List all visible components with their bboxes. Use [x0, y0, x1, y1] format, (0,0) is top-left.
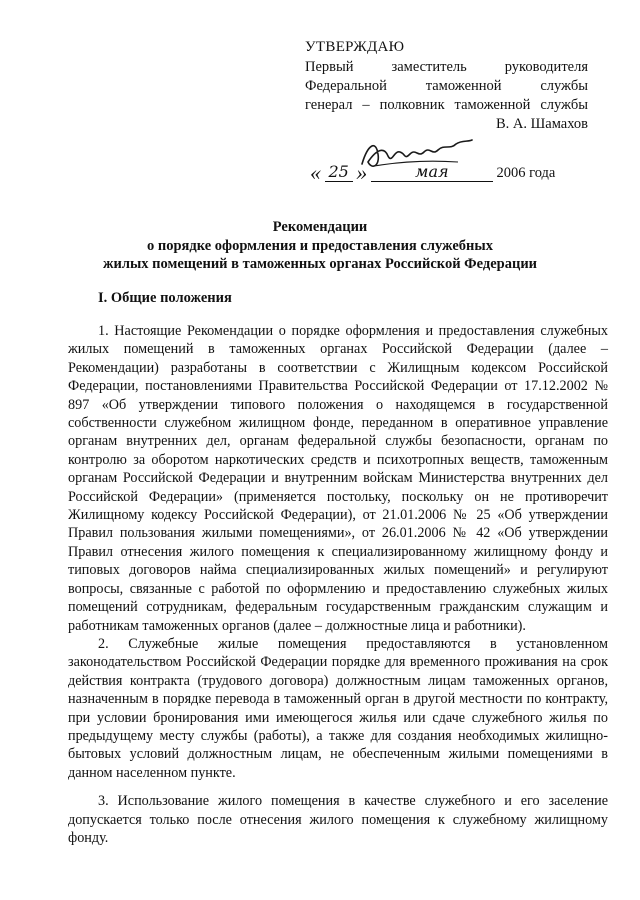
approval-position-line-2: Федеральной таможенной службы [305, 78, 588, 94]
date-day: 25 [325, 162, 353, 182]
title-line-3: жилых помещений в таможенных органах Российской Федерации [102, 256, 538, 272]
date-year: 2006 года [496, 165, 556, 181]
date-close-quote: » [356, 160, 368, 185]
approval-position-line-3: генерал – полковник таможенной службы [305, 97, 588, 113]
approval-position-line-1: Первый заместитель руководителя [305, 59, 588, 75]
title-line-2: о порядке оформления и предоставления служебных [147, 237, 493, 254]
section-title: I. Общие положения [98, 290, 232, 306]
document-title [60, 218, 580, 274]
approval-heading: УТВЕРЖДАЮ [305, 39, 405, 55]
paragraph-3: 3. Использование жилого помещения в качестве служебного и его заселение допускается только после отнесения жилого помещения к служебному жилищному фонду. [68, 793, 608, 846]
approver-name: В. А. Шамахов [495, 116, 588, 132]
paragraph-1: 1. Настоящие Рекомендации о порядке оформления и предоставления служебных жилых помещений в таможенных органах Российской Федерации (далее – Рекомендации) разработаны в соответствии с Жилищным кодексом Российской Федерации, постановлениями Правительства Российской Федерации от 17.12.2002 № 897 «Об утверждении типового положения о находящемся в государственной собственности служебном жилищном фонде, переданном в оперативное управление органам внутренних дел, органам федеральной службы безопасности, органам по контролю за оборотом наркотических средств и психотропных веществ, таможенным органам Российской Федерации и внутренним войскам Министерства внутренних дел Российской Федерации» (применяется постольку, поскольку он не противоречит Жилищному кодексу Российской Федерации), от 21.01.2006 № 25 «Об утверждении Правил пользования жилыми помещениями», от 26.01.2006 № 42 «Об утверждении Правил отнесения жилого помещения к специализированному жилищному фонду и типовых договоров найма специализированных жилых помещений» и регулируют вопросы, связанные с работой по оформлению и предоставлению служебных жилых помещений сотрудникам, федеральным государственным гражданским служащим и работникам таможенных органов (далее – должностные лица и работники). [68, 323, 608, 634]
approval-block [305, 38, 588, 134]
approval-date [310, 160, 600, 186]
document-body [68, 322, 608, 847]
title-line-1: Рекомендации [272, 219, 368, 235]
paragraph-2: 2. Служебные жилые помещения предоставляются в установленном законодательством Российской Федерации порядке для временного проживания на срок действия контракта (трудового договора) должностным лицам таможенных органов, назначенным в порядке перевода в таможенный орган в другой местности по контракту, при условии бронирования ими имеющегося жилья или сдаче служебного жилья по предыдущему месту службы (работы), а также для создания необходимых жилищно-бытовых условий должностным лицам, не обеспеченным жилыми помещениями в данном населенном пункте. [68, 635, 608, 781]
date-open-quote: « [310, 160, 321, 185]
date-month: мая [371, 162, 493, 182]
